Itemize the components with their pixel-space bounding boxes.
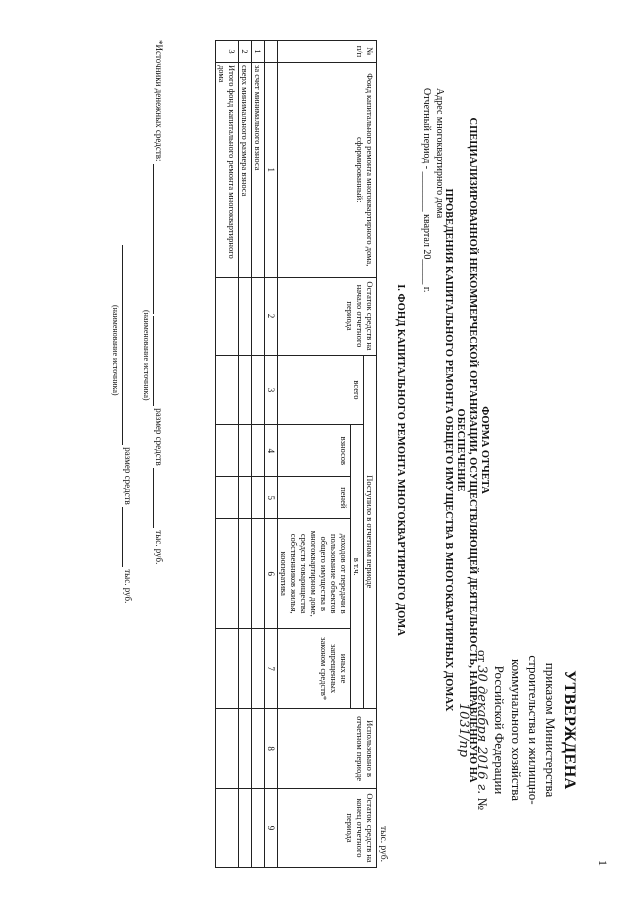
report-table: [215, 40, 377, 868]
row-number: 2: [239, 41, 252, 63]
footnote: [109, 40, 165, 603]
header-cell: иных не запрещенных законом средств*: [278, 629, 351, 709]
row-number: 1: [252, 41, 265, 63]
amount-unit: тыс. руб.: [154, 530, 164, 565]
amount-label: размер средств: [154, 408, 164, 466]
row-label: Итого фонд капитального ремонта многоквартирного дома: [216, 62, 239, 277]
approval-line: строительства и жилищно-: [526, 655, 541, 805]
header-cell: Остаток средств на конец отчетного периода: [278, 789, 377, 868]
column-number: 3: [265, 355, 278, 425]
data-cell: [216, 789, 239, 868]
data-cell: [252, 277, 265, 355]
amount-unit: тыс. руб.: [123, 569, 133, 604]
data-cell: [252, 519, 265, 629]
data-cell: [216, 519, 239, 629]
amount-line: [122, 507, 133, 567]
amount-label: размер средств: [123, 447, 133, 505]
table-row: [252, 41, 265, 868]
form-title: [442, 90, 490, 810]
data-cell: [216, 277, 239, 355]
address-label: Адрес многоквартирного дома: [434, 88, 445, 219]
unit-label: тыс. руб.: [378, 826, 388, 862]
source-caption: (наименование источника): [111, 305, 120, 396]
header-cell: всего: [278, 355, 364, 425]
column-number: 6: [265, 519, 278, 629]
row-label: за счет минимального взноса: [252, 62, 265, 277]
data-cell: [239, 355, 252, 425]
header-cell: Использовано в отчетном периоде: [278, 709, 377, 789]
table-row: [239, 41, 252, 868]
data-cell: [239, 425, 252, 477]
header-cell: взносов: [278, 425, 351, 477]
form-title-line: ПРОВЕДЕНИЯ КАПИТАЛЬНОГО РЕМОНТА ОБЩЕГО ИМУЩЕСТВА В МНОГОКВАРТИРНЫХ ДОМАХ: [443, 188, 454, 712]
data-cell: [239, 477, 252, 519]
header-cell: в т.ч.: [351, 425, 364, 709]
data-cell: [252, 789, 265, 868]
data-cell: [252, 355, 265, 425]
period-label: Отчетный период - ________ квартал 20_____ г.: [421, 88, 432, 293]
data-cell: [216, 629, 239, 709]
row-label: сверх минимального размера взноса: [239, 62, 252, 277]
column-number: 4: [265, 425, 278, 477]
column-number: 5: [265, 477, 278, 519]
data-cell: [216, 709, 239, 789]
page-number: 1: [596, 860, 610, 866]
approval-date-prefix: от: [475, 650, 490, 663]
data-cell: [216, 477, 239, 519]
data-cell: [252, 709, 265, 789]
data-cell: [216, 355, 239, 425]
amount-line: [153, 468, 164, 528]
data-cell: [239, 709, 252, 789]
column-number: 7: [265, 629, 278, 709]
column-number-row: [265, 41, 278, 868]
header-cell: № п/п: [278, 41, 377, 63]
footnote-row: [109, 245, 134, 603]
column-number: 2: [265, 277, 278, 355]
approval-line: приказом Министерства: [543, 662, 558, 798]
approval-date: 30 декабря 2016 г.: [474, 665, 489, 795]
source-line: [122, 245, 133, 445]
header-cell: Фонд капитального ремонта многоквартирного дома, сформированный:: [278, 62, 377, 277]
source-line: [153, 316, 164, 406]
data-cell: [239, 519, 252, 629]
data-cell: [239, 629, 252, 709]
approval-no-label: №: [475, 797, 490, 810]
data-cell: [252, 629, 265, 709]
approval-number: 1031/пр: [456, 702, 471, 758]
report-meta: [420, 88, 446, 292]
data-cell: [216, 425, 239, 477]
header-row: [364, 41, 377, 868]
header-cell: Поступило в отчетном периоде: [364, 355, 377, 709]
data-cell: [239, 277, 252, 355]
header-cell: пеней: [278, 477, 351, 519]
source-line: [153, 164, 164, 314]
approval-line: коммунального хозяйства: [509, 658, 524, 802]
footnote-label: *Источники денежных средств:: [154, 40, 164, 162]
footnote-row: [140, 40, 165, 603]
column-number: 1: [265, 62, 278, 277]
data-cell: [252, 477, 265, 519]
column-number: 9: [265, 789, 278, 868]
column-number: 8: [265, 709, 278, 789]
header-cell: Остаток средств на начало отчетного периода: [278, 277, 377, 355]
section-title: I. ФОНД КАПИТАЛЬНОГО РЕМОНТА МНОГОКВАРТИРНОГО ДОМА: [395, 284, 406, 636]
table-row: [216, 41, 239, 868]
form-title-line: ФОРМА ОТЧЕТА: [479, 406, 490, 494]
approval-heading: УТВЕРЖДЕНА: [561, 670, 578, 790]
header-cell: доходов от передачи в пользование объектов общего имущества в многоквартирном доме, средств товарищества собственников жилья, кооператива: [278, 519, 351, 629]
approval-line: Российской Федерации: [492, 665, 507, 795]
data-cell: [239, 789, 252, 868]
row-number: 3: [216, 41, 239, 63]
form-title-line: СПЕЦИАЛИЗИРОВАННОЙ НЕКОММЕРЧЕСКОЙ ОРГАНИЗАЦИИ, ОСУЩЕСТВЛЯЮЩЕЙ ДЕЯТЕЛЬНОСТЬ, НАПРАВЛЕННУЮ НА ОБЕСПЕЧЕНИЕ: [455, 117, 478, 783]
blank-cell: [265, 41, 278, 63]
data-cell: [252, 425, 265, 477]
source-caption: (наименование источника): [142, 310, 151, 401]
